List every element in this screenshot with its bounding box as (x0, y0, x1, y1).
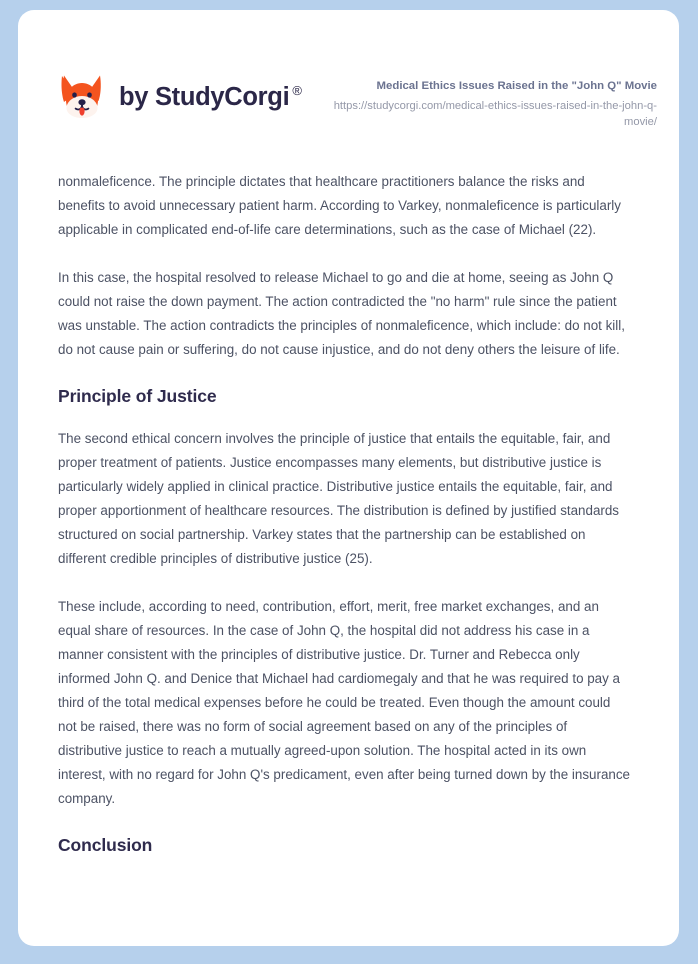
document-url[interactable]: https://studycorgi.com/medical-ethics-issues-raised-in-the-john-q-movie/ (333, 99, 657, 128)
section-heading: Conclusion (58, 835, 153, 855)
corgi-logo-icon (58, 74, 106, 120)
body-paragraph: nonmaleficence. The principle dictates that healthcare practitioners balance the risks and benefits to avoid unnecessary patient harm. According to Varkey, nonmaleficence is particularly applicable in complicated end-of-life care determinations, such as the case of Michael (22). (58, 174, 621, 237)
body-paragraph: The second ethical concern involves the principle of justice that entails the equitable, fair, and proper treatment of patients. Justice encompasses many elements, but distributive justice is particularly widely applied in clinical practice. Distributive justice entails the equitable, fair, and proper apportionment of healthcare resources. The distribution is defined by justified standards structured on social partnership. Varkey states that the partnership can be established on different credible principles of distributive justice (25). (58, 431, 619, 566)
document-page (18, 10, 679, 946)
brand-name (119, 83, 302, 112)
document-content (18, 130, 679, 856)
body-paragraph: These include, according to need, contribution, effort, merit, free market exchanges, and an equal share of resources. In the case of John Q, the hospital did not address his case in a manner consistent with the principles of distributive justice. Dr. Turner and Rebecca only informed John Q. and Denice that Michael had cardiomegaly and that he was required to pay a third of the total medical expenses before he could be treated. Even though the amount could not be raised, there was no form of social agreement based on any of the principles of distributive justice to reach a mutually agreed-upon solution. The hospital acted in its own interest, with no regard for John Q's predicament, even after being turned down by the insurance company. (58, 599, 630, 806)
document-header (18, 10, 679, 130)
body-paragraph: In this case, the hospital resolved to release Michael to go and die at home, seeing as John Q could not raise the down payment. The action contradicted the "no harm" rule since the patient was unstable. The action contradicts the principles of nonmaleficence, which include: do not kill, do not cause pain or suffering, do not cause injustice, and do not deny others the leisure of life. (58, 270, 625, 357)
document-title: Medical Ethics Issues Raised in the "John Q" Movie (376, 80, 657, 92)
registered-trademark-icon: ® (292, 82, 302, 98)
document-meta (327, 72, 657, 130)
section-heading: Principle of Justice (58, 386, 217, 406)
brand-logo[interactable] (58, 72, 302, 120)
brand-name-text: by StudyCorgi (119, 82, 290, 111)
